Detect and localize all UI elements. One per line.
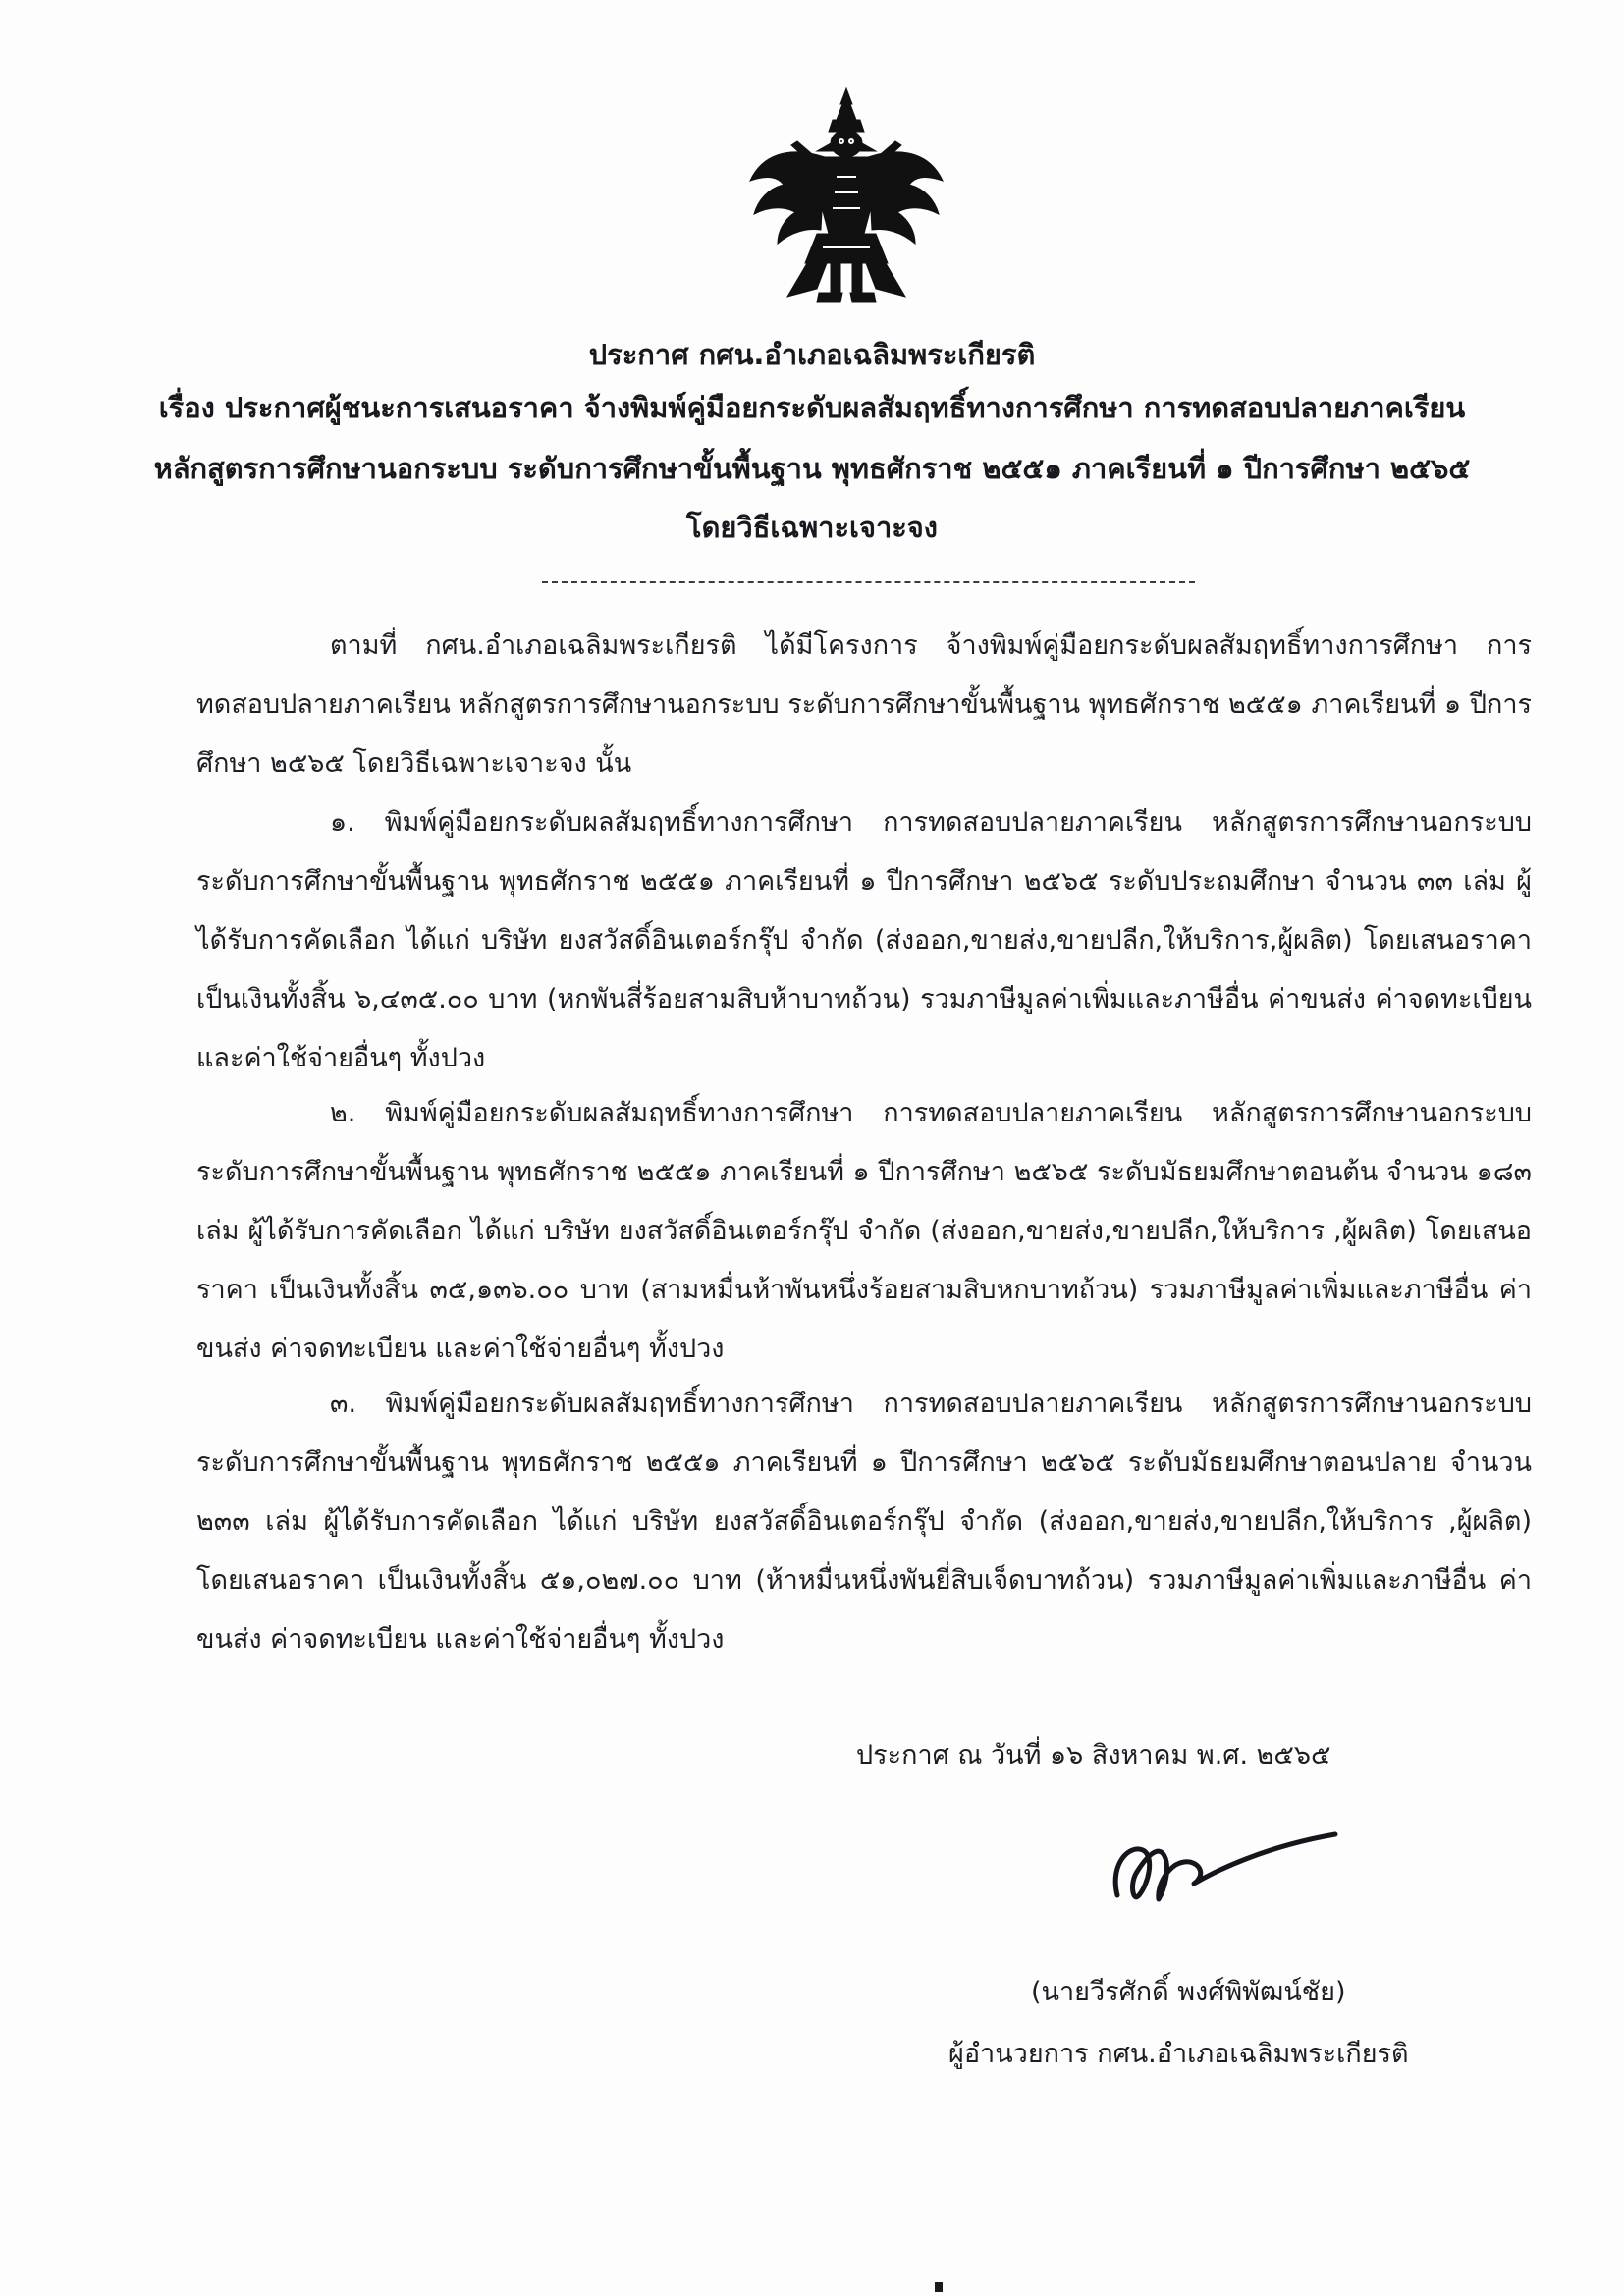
announcement-date: ประกาศ ณ วันที่ ๑๖ สิงหาคม พ.ศ. ๒๕๖๕ bbox=[856, 1740, 1331, 1771]
handwritten-signature-icon bbox=[1100, 1805, 1355, 1923]
subject-line-1: เรื่อง ประกาศผู้ชนะการเสนอราคา จ้างพิมพ์คู่มือยกระดับผลสัมฤทธิ์ทางการศึกษา การทดสอบปลายภาคเรียน bbox=[158, 391, 1466, 424]
subject-line-3: โดยวิธีเฉพาะเจาะจง bbox=[686, 511, 938, 544]
signer-name: (นายวีรศักดิ์ พงศ์พิพัฒน์ชัย) bbox=[1031, 1977, 1346, 2007]
subject-line-2: หลักสูตรการศึกษานอกระบบ ระดับการศึกษาขั้นพื้นฐาน พุทธศักราช ๒๕๕๑ ภาคเรียนที่ ๑ ปีการศึกษา ๒๕๖๕ bbox=[153, 452, 1471, 485]
garuda-emblem-icon bbox=[748, 86, 945, 304]
divider bbox=[542, 581, 1195, 583]
item-paragraph-2: ๒. พิมพ์คู่มือยกระดับผลสัมฤทธิ์ทางการศึกษา การทดสอบปลายภาคเรียน หลักสูตรการศึกษานอกระบบ ระดับการศึกษาขั้นพื้นฐาน พุทธศักราช ๒๕๕๑ ภาคเรียนที่ ๑ ปีการศึกษา ๒๕๖๕ ระดับมัธยมศึกษาตอนต้น จำนวน ๑๘๓ เล่ม ผู้ได้รับการคัดเลือก ได้แก่ บริษัท ยงสวัสดิ์อินเตอร์กรุ๊ป จำกัด (ส่งออก,ขายส่ง,ขายปลีก,ให้บริการ ,ผู้ผลิต) โดยเสนอราคา เป็นเงินทั้งสิ้น ๓๕,๑๓๖.๐๐ บาท (สามหมื่นห้าพันหนึ่งร้อยสามสิบหกบาทถ้วน) รวมภาษีมูลค่าเพิ่มและภาษีอื่น ค่าขนส่ง ค่าจดทะเบียน และค่าใช้จ่ายอื่นๆ ทั้งปวง bbox=[196, 1098, 1532, 1364]
announcement-title: ประกาศ กศน.อำเภอเฉลิมพระเกียรติ bbox=[588, 338, 1036, 371]
signer-position: ผู้อำนวยการ กศน.อำเภอเฉลิมพระเกียรติ bbox=[948, 2039, 1409, 2069]
page-mark bbox=[935, 2282, 943, 2292]
intro-paragraph: ตามที่ กศน.อำเภอเฉลิมพระเกียรติ ได้มีโครงการ จ้างพิมพ์คู่มือยกระดับผลสัมฤทธิ์ทางการศึกษา การทดสอบปลายภาคเรียน หลักสูตรการศึกษานอกระบบ ระดับการศึกษาขั้นพื้นฐาน พุทธศักราช ๒๕๕๑ ภาคเรียนที่ ๑ ปีการศึกษา ๒๕๖๕ โดยวิธีเฉพาะเจาะจง นั้น bbox=[196, 630, 1532, 779]
item-paragraph-3: ๓. พิมพ์คู่มือยกระดับผลสัมฤทธิ์ทางการศึกษา การทดสอบปลายภาคเรียน หลักสูตรการศึกษานอกระบบ ระดับการศึกษาขั้นพื้นฐาน พุทธศักราช ๒๕๕๑ ภาคเรียนที่ ๑ ปีการศึกษา ๒๕๖๕ ระดับมัธยมศึกษาตอนปลาย จำนวน ๒๓๓ เล่ม ผู้ได้รับการคัดเลือก ได้แก่ บริษัท ยงสวัสดิ์อินเตอร์กรุ๊ป จำกัด (ส่งออก,ขายส่ง,ขายปลีก,ให้บริการ ,ผู้ผลิต) โดยเสนอราคา เป็นเงินทั้งสิ้น ๕๑,๐๒๗.๐๐ บาท (ห้าหมื่นหนึ่งพันยี่สิบเจ็ดบาทถ้วน) รวมภาษีมูลค่าเพิ่มและภาษีอื่น ค่าขนส่ง ค่าจดทะเบียน และค่าใช้จ่ายอื่นๆ ทั้งปวง bbox=[196, 1389, 1532, 1655]
item-paragraph-1: ๑. พิมพ์คู่มือยกระดับผลสัมฤทธิ์ทางการศึกษา การทดสอบปลายภาคเรียน หลักสูตรการศึกษานอกระบบ ระดับการศึกษาขั้นพื้นฐาน พุทธศักราช ๒๕๕๑ ภาคเรียนที่ ๑ ปีการศึกษา ๒๕๖๕ ระดับประถมศึกษา จำนวน ๓๓ เล่ม ผู้ได้รับการคัดเลือก ได้แก่ บริษัท ยงสวัสดิ์อินเตอร์กรุ๊ป จำกัด (ส่งออก,ขายส่ง,ขายปลีก,ให้บริการ,ผู้ผลิต) โดยเสนอราคา เป็นเงินทั้งสิ้น ๖,๔๓๕.๐๐ บาท (หกพันสี่ร้อยสามสิบห้าบาทถ้วน) รวมภาษีมูลค่าเพิ่มและภาษีอื่น ค่าขนส่ง ค่าจดทะเบียน และค่าใช้จ่ายอื่นๆ ทั้งปวง bbox=[196, 807, 1532, 1073]
